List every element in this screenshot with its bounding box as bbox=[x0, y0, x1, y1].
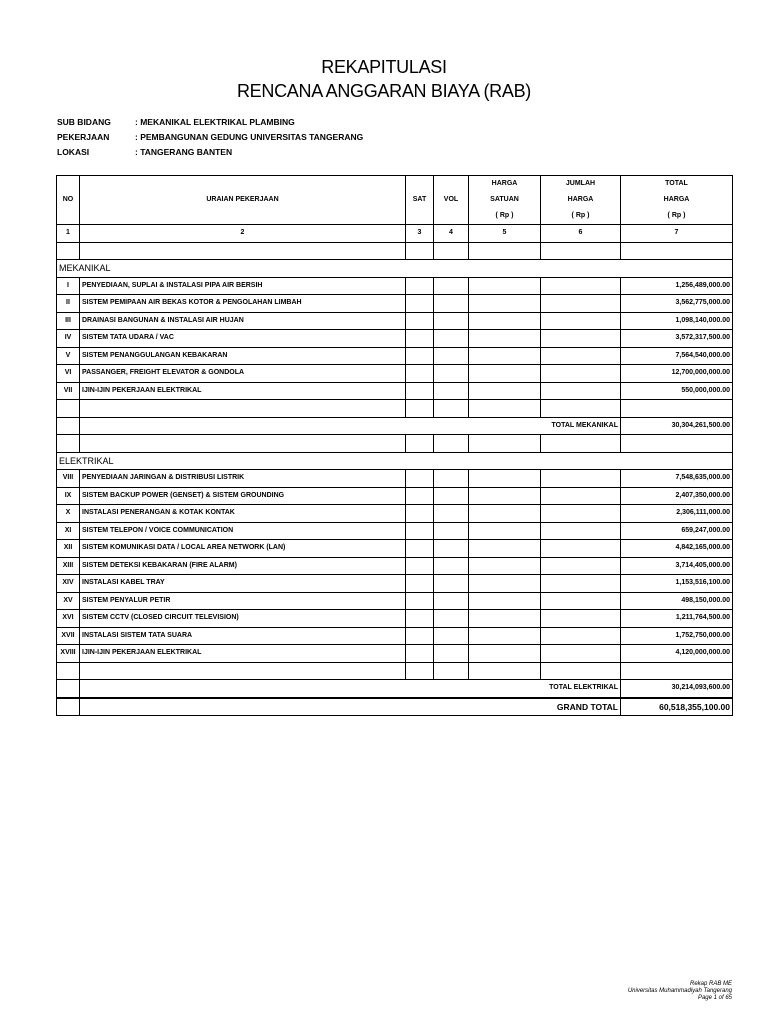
info-value: : MEKANIKAL ELEKTRIKAL PLAMBING bbox=[135, 117, 295, 127]
rab-table bbox=[56, 175, 733, 716]
item-harga-satuan bbox=[469, 382, 541, 400]
item-total: 7,564,540,000.00 bbox=[621, 347, 733, 365]
empty-cell bbox=[621, 662, 733, 680]
header-total-harga: ( Rp ) bbox=[621, 208, 733, 225]
item-number: X bbox=[57, 505, 80, 523]
grand-total-label: GRAND TOTAL bbox=[80, 698, 621, 716]
empty-cell bbox=[57, 680, 80, 698]
table-row bbox=[57, 575, 733, 593]
item-sat bbox=[406, 277, 434, 295]
item-total: 4,120,000,000.00 bbox=[621, 645, 733, 663]
empty-row bbox=[57, 435, 733, 453]
table-row bbox=[57, 365, 733, 383]
item-total: 2,407,350,000.00 bbox=[621, 487, 733, 505]
item-vol bbox=[434, 627, 469, 645]
empty-cell bbox=[469, 662, 541, 680]
info-value: : TANGERANG BANTEN bbox=[135, 147, 233, 157]
grand-total-value: 60,518,355,100.00 bbox=[621, 698, 733, 716]
footer-institution: Universitas Muhammadiyah Tangerang bbox=[627, 988, 732, 994]
item-sat bbox=[406, 505, 434, 523]
item-description: INSTALASI KABEL TRAY bbox=[80, 575, 406, 593]
header-total-harga: HARGA bbox=[621, 192, 733, 208]
item-vol bbox=[434, 540, 469, 558]
table-row bbox=[57, 312, 733, 330]
footer-page-number: Page 1 of 65 bbox=[697, 995, 732, 1001]
item-harga-satuan bbox=[469, 540, 541, 558]
item-description: SISTEM TELEPON / VOICE COMMUNICATION bbox=[80, 522, 406, 540]
item-description: SISTEM KOMUNIKASI DATA / LOCAL AREA NETWORK (LAN) bbox=[80, 540, 406, 558]
item-description: PENYEDIAAN, SUPLAI & INSTALASI PIPA AIR BERSIH bbox=[80, 277, 406, 295]
info-row-lokasi bbox=[57, 147, 363, 162]
item-description: SISTEM TATA UDARA / VAC bbox=[80, 330, 406, 348]
header-uraian: URAIAN PEKERJAAN bbox=[80, 176, 406, 225]
total-mekanikal bbox=[57, 417, 733, 435]
table-row bbox=[57, 557, 733, 575]
table-row bbox=[57, 645, 733, 663]
empty-row bbox=[57, 242, 733, 260]
empty-cell bbox=[80, 435, 406, 453]
item-jumlah-harga bbox=[541, 365, 621, 383]
item-total: 4,842,165,000.00 bbox=[621, 540, 733, 558]
empty-cell bbox=[541, 242, 621, 260]
item-vol bbox=[434, 382, 469, 400]
item-jumlah-harga bbox=[541, 540, 621, 558]
section-title: ELEKTRIKAL bbox=[57, 452, 733, 470]
item-harga-satuan bbox=[469, 592, 541, 610]
table-row bbox=[57, 505, 733, 523]
item-harga-satuan bbox=[469, 522, 541, 540]
item-number: XIV bbox=[57, 575, 80, 593]
item-description: PENYEDIAAN JARINGAN & DISTRIBUSI LISTRIK bbox=[80, 470, 406, 488]
item-jumlah-harga bbox=[541, 592, 621, 610]
item-description: INSTALASI PENERANGAN & KOTAK KONTAK bbox=[80, 505, 406, 523]
item-number: V bbox=[57, 347, 80, 365]
header-row bbox=[57, 176, 733, 193]
column-number: 5 bbox=[469, 225, 541, 243]
item-description: SISTEM PENANGGULANGAN KEBAKARAN bbox=[80, 347, 406, 365]
item-number: IX bbox=[57, 487, 80, 505]
item-number: VII bbox=[57, 382, 80, 400]
total-elektrikal bbox=[57, 680, 733, 698]
item-harga-satuan bbox=[469, 277, 541, 295]
column-number-row bbox=[57, 225, 733, 243]
item-total: 12,700,000,000.00 bbox=[621, 365, 733, 383]
item-total: 7,548,635,000.00 bbox=[621, 470, 733, 488]
empty-cell bbox=[406, 662, 434, 680]
empty-cell bbox=[80, 242, 406, 260]
item-description: SISTEM BACKUP POWER (GENSET) & SISTEM GROUNDING bbox=[80, 487, 406, 505]
header-harga-satuan: SATUAN bbox=[469, 192, 541, 208]
empty-cell bbox=[406, 400, 434, 418]
empty-cell bbox=[541, 435, 621, 453]
item-number: VIII bbox=[57, 470, 80, 488]
item-description: PASSANGER, FREIGHT ELEVATOR & GONDOLA bbox=[80, 365, 406, 383]
item-number: XII bbox=[57, 540, 80, 558]
table-row bbox=[57, 277, 733, 295]
item-vol bbox=[434, 592, 469, 610]
item-vol bbox=[434, 610, 469, 628]
item-harga-satuan bbox=[469, 330, 541, 348]
footer-doc-name: Rekap RAB ME bbox=[689, 981, 732, 987]
item-vol bbox=[434, 277, 469, 295]
item-sat bbox=[406, 347, 434, 365]
item-number: II bbox=[57, 295, 80, 313]
item-total: 1,153,516,100.00 bbox=[621, 575, 733, 593]
item-sat bbox=[406, 610, 434, 628]
item-total: 1,752,750,000.00 bbox=[621, 627, 733, 645]
info-label: LOKASI bbox=[57, 147, 90, 157]
item-sat bbox=[406, 487, 434, 505]
item-sat bbox=[406, 382, 434, 400]
item-jumlah-harga bbox=[541, 312, 621, 330]
info-label: SUB BIDANG bbox=[57, 117, 111, 127]
column-number: 1 bbox=[57, 225, 80, 243]
empty-cell bbox=[57, 662, 80, 680]
item-description: DRAINASI BANGUNAN & INSTALASI AIR HUJAN bbox=[80, 312, 406, 330]
project-info bbox=[57, 117, 363, 162]
item-description: IJIN-IJIN PEKERJAAN ELEKTRIKAL bbox=[80, 382, 406, 400]
page-footer bbox=[628, 981, 732, 1002]
empty-cell bbox=[469, 242, 541, 260]
empty-cell bbox=[621, 400, 733, 418]
item-sat bbox=[406, 627, 434, 645]
item-harga-satuan bbox=[469, 365, 541, 383]
empty-cell bbox=[57, 242, 80, 260]
column-number: 4 bbox=[434, 225, 469, 243]
item-jumlah-harga bbox=[541, 610, 621, 628]
item-number: I bbox=[57, 277, 80, 295]
item-number: III bbox=[57, 312, 80, 330]
item-jumlah-harga bbox=[541, 277, 621, 295]
item-sat bbox=[406, 557, 434, 575]
item-number: XI bbox=[57, 522, 80, 540]
item-total: 1,256,489,000.00 bbox=[621, 277, 733, 295]
column-number: 6 bbox=[541, 225, 621, 243]
item-jumlah-harga bbox=[541, 627, 621, 645]
column-number: 2 bbox=[80, 225, 406, 243]
table-row bbox=[57, 592, 733, 610]
item-description: SISTEM DETEKSI KEBAKARAN (FIRE ALARM) bbox=[80, 557, 406, 575]
item-number: IV bbox=[57, 330, 80, 348]
item-total: 498,150,000.00 bbox=[621, 592, 733, 610]
table-row bbox=[57, 610, 733, 628]
header-jumlah-harga: ( Rp ) bbox=[541, 208, 621, 225]
grand-total bbox=[57, 698, 733, 716]
item-jumlah-harga bbox=[541, 347, 621, 365]
empty-cell bbox=[80, 662, 406, 680]
item-number: VI bbox=[57, 365, 80, 383]
item-harga-satuan bbox=[469, 575, 541, 593]
item-total: 1,098,140,000.00 bbox=[621, 312, 733, 330]
table-row bbox=[57, 470, 733, 488]
item-vol bbox=[434, 295, 469, 313]
item-harga-satuan bbox=[469, 505, 541, 523]
item-jumlah-harga bbox=[541, 505, 621, 523]
item-number: XVI bbox=[57, 610, 80, 628]
total-mekanikal-label: TOTAL MEKANIKAL bbox=[80, 417, 621, 435]
item-vol bbox=[434, 365, 469, 383]
info-label: PEKERJAAN bbox=[57, 132, 110, 142]
table-row bbox=[57, 382, 733, 400]
empty-cell bbox=[57, 435, 80, 453]
item-total: 659,247,000.00 bbox=[621, 522, 733, 540]
empty-cell bbox=[434, 242, 469, 260]
item-sat bbox=[406, 295, 434, 313]
item-description: SISTEM PENYALUR PETIR bbox=[80, 592, 406, 610]
item-total: 1,211,764,500.00 bbox=[621, 610, 733, 628]
section-title-row bbox=[57, 260, 733, 278]
header-sat: SAT bbox=[406, 176, 434, 225]
empty-cell bbox=[434, 435, 469, 453]
item-vol bbox=[434, 575, 469, 593]
empty-cell bbox=[541, 662, 621, 680]
item-total: 3,562,775,000.00 bbox=[621, 295, 733, 313]
item-description: INSTALASI SISTEM TATA SUARA bbox=[80, 627, 406, 645]
item-vol bbox=[434, 330, 469, 348]
item-vol bbox=[434, 347, 469, 365]
item-jumlah-harga bbox=[541, 645, 621, 663]
item-vol bbox=[434, 312, 469, 330]
item-sat bbox=[406, 365, 434, 383]
empty-row bbox=[57, 400, 733, 418]
item-total: 3,714,405,000.00 bbox=[621, 557, 733, 575]
section-title: MEKANIKAL bbox=[57, 260, 733, 278]
empty-cell bbox=[57, 417, 80, 435]
total-mekanikal-value: 30,304,261,500.00 bbox=[621, 417, 733, 435]
item-jumlah-harga bbox=[541, 557, 621, 575]
table-row bbox=[57, 487, 733, 505]
total-elektrikal-value: 30,214,093,600.00 bbox=[621, 680, 733, 698]
item-harga-satuan bbox=[469, 470, 541, 488]
empty-cell bbox=[434, 662, 469, 680]
item-description: SISTEM PEMIPAAN AIR BEKAS KOTOR & PENGOLAHAN LIMBAH bbox=[80, 295, 406, 313]
table-row bbox=[57, 627, 733, 645]
item-jumlah-harga bbox=[541, 330, 621, 348]
item-total: 550,000,000.00 bbox=[621, 382, 733, 400]
page-subtitle: RENCANA ANGGARAN BIAYA (RAB) bbox=[236, 81, 531, 101]
item-description: IJIN-IJIN PEKERJAAN ELEKTRIKAL bbox=[80, 645, 406, 663]
item-sat bbox=[406, 540, 434, 558]
item-total: 2,306,111,000.00 bbox=[621, 505, 733, 523]
header-total-harga: TOTAL bbox=[621, 176, 733, 193]
info-row-pekerjaan bbox=[57, 132, 363, 147]
empty-cell bbox=[621, 242, 733, 260]
item-harga-satuan bbox=[469, 295, 541, 313]
item-jumlah-harga bbox=[541, 470, 621, 488]
item-vol bbox=[434, 557, 469, 575]
item-vol bbox=[434, 487, 469, 505]
empty-cell bbox=[406, 435, 434, 453]
section-title-row bbox=[57, 452, 733, 470]
item-total: 3,572,317,500.00 bbox=[621, 330, 733, 348]
empty-row bbox=[57, 662, 733, 680]
item-jumlah-harga bbox=[541, 487, 621, 505]
item-description: SISTEM CCTV (CLOSED CIRCUIT TELEVISION) bbox=[80, 610, 406, 628]
item-harga-satuan bbox=[469, 557, 541, 575]
item-jumlah-harga bbox=[541, 382, 621, 400]
item-sat bbox=[406, 592, 434, 610]
empty-cell bbox=[80, 400, 406, 418]
empty-cell bbox=[434, 400, 469, 418]
page-title: REKAPITULASI bbox=[321, 57, 447, 77]
item-harga-satuan bbox=[469, 312, 541, 330]
item-number: XV bbox=[57, 592, 80, 610]
item-harga-satuan bbox=[469, 610, 541, 628]
header-vol: VOL bbox=[434, 176, 469, 225]
item-sat bbox=[406, 645, 434, 663]
info-row-sub-bidang bbox=[57, 117, 363, 132]
column-number: 7 bbox=[621, 225, 733, 243]
table-row bbox=[57, 522, 733, 540]
item-sat bbox=[406, 575, 434, 593]
item-vol bbox=[434, 522, 469, 540]
item-harga-satuan bbox=[469, 627, 541, 645]
item-harga-satuan bbox=[469, 487, 541, 505]
empty-cell bbox=[621, 435, 733, 453]
item-vol bbox=[434, 470, 469, 488]
item-jumlah-harga bbox=[541, 295, 621, 313]
item-number: XVIII bbox=[57, 645, 80, 663]
item-number: XVII bbox=[57, 627, 80, 645]
table-row bbox=[57, 295, 733, 313]
empty-cell bbox=[57, 400, 80, 418]
empty-cell bbox=[469, 400, 541, 418]
total-elektrikal-label: TOTAL ELEKTRIKAL bbox=[80, 680, 621, 698]
item-jumlah-harga bbox=[541, 575, 621, 593]
item-harga-satuan bbox=[469, 347, 541, 365]
item-jumlah-harga bbox=[541, 522, 621, 540]
item-harga-satuan bbox=[469, 645, 541, 663]
item-vol bbox=[434, 645, 469, 663]
item-sat bbox=[406, 330, 434, 348]
item-sat bbox=[406, 522, 434, 540]
header-no: NO bbox=[57, 176, 80, 225]
header-jumlah-harga: HARGA bbox=[541, 192, 621, 208]
item-sat bbox=[406, 312, 434, 330]
empty-cell bbox=[541, 400, 621, 418]
item-vol bbox=[434, 505, 469, 523]
item-sat bbox=[406, 470, 434, 488]
info-value: : PEMBANGUNAN GEDUNG UNIVERSITAS TANGERANG bbox=[135, 132, 364, 142]
empty-cell bbox=[57, 698, 80, 716]
header-harga-satuan: ( Rp ) bbox=[469, 208, 541, 225]
table-row bbox=[57, 347, 733, 365]
empty-cell bbox=[469, 435, 541, 453]
item-number: XIII bbox=[57, 557, 80, 575]
header-harga-satuan: HARGA bbox=[469, 176, 541, 193]
table-row bbox=[57, 540, 733, 558]
empty-cell bbox=[406, 242, 434, 260]
table-row bbox=[57, 330, 733, 348]
column-number: 3 bbox=[406, 225, 434, 243]
header-jumlah-harga: JUMLAH bbox=[541, 176, 621, 193]
